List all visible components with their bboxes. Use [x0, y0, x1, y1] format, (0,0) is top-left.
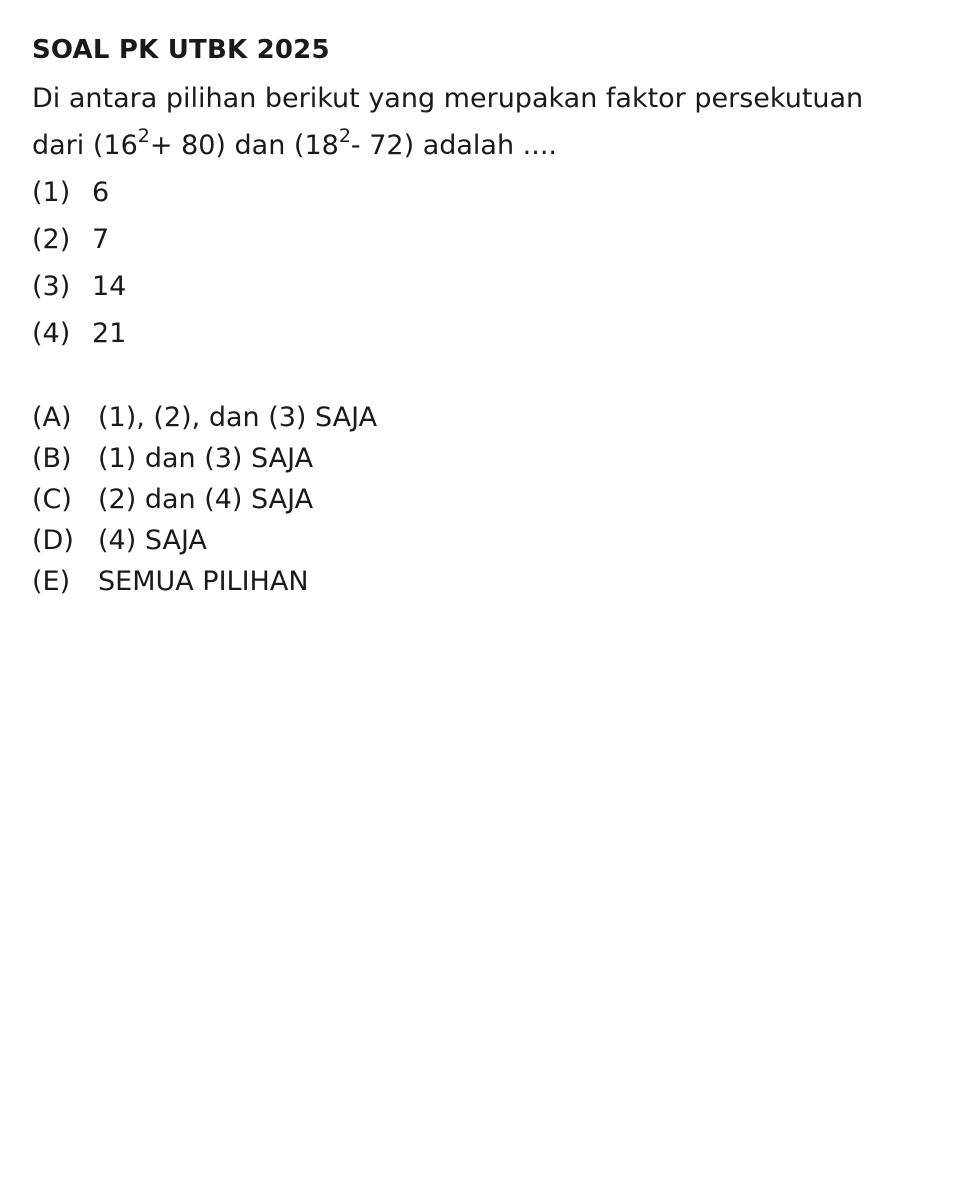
- statement-item: [32, 216, 928, 263]
- option-letter: (A): [32, 402, 72, 433]
- answer-option-e[interactable]: [32, 561, 928, 602]
- question-line-2: [32, 122, 928, 169]
- option-text: (2) dan (4) SAJA: [98, 484, 314, 515]
- statement-item: [32, 263, 928, 310]
- question-line-1: Di antara pilihan berikut yang merupakan faktor persekutuan: [32, 83, 864, 114]
- question-line-2-prefix: dari (16: [32, 130, 138, 161]
- page-title: SOAL PK UTBK 2025: [32, 35, 330, 65]
- statement-number: (4): [32, 318, 71, 349]
- exponent-1: 2: [137, 125, 150, 147]
- option-letter: (B): [32, 443, 72, 474]
- option-letter: (E): [32, 566, 71, 597]
- answer-option-list: [32, 397, 928, 602]
- statement-value: 7: [92, 224, 110, 255]
- answer-option-c[interactable]: [32, 479, 928, 520]
- statement-number: (2): [32, 224, 71, 255]
- statement-value: 14: [92, 271, 127, 302]
- statement-number: (1): [32, 177, 71, 208]
- option-text: SEMUA PILIHAN: [98, 566, 309, 597]
- statement-list: [32, 169, 928, 357]
- exponent-2: 2: [338, 125, 351, 147]
- answer-option-a[interactable]: [32, 397, 928, 438]
- answer-option-d[interactable]: [32, 520, 928, 561]
- option-text: (4) SAJA: [98, 525, 207, 556]
- statement-value: 21: [92, 318, 127, 349]
- answer-option-b[interactable]: [32, 438, 928, 479]
- option-text: (1) dan (3) SAJA: [98, 443, 314, 474]
- option-letter: (D): [32, 525, 74, 556]
- statement-number: (3): [32, 271, 71, 302]
- question-line-2-suffix: - 72) adalah ....: [350, 130, 558, 161]
- option-letter: (C): [32, 484, 72, 515]
- statement-item: [32, 310, 928, 357]
- question-line-2-mid: + 80) dan (18: [149, 130, 339, 161]
- option-text: (1), (2), dan (3) SAJA: [98, 402, 378, 433]
- statement-value: 6: [92, 177, 110, 208]
- statement-item: [32, 169, 928, 216]
- question-text: [32, 75, 928, 169]
